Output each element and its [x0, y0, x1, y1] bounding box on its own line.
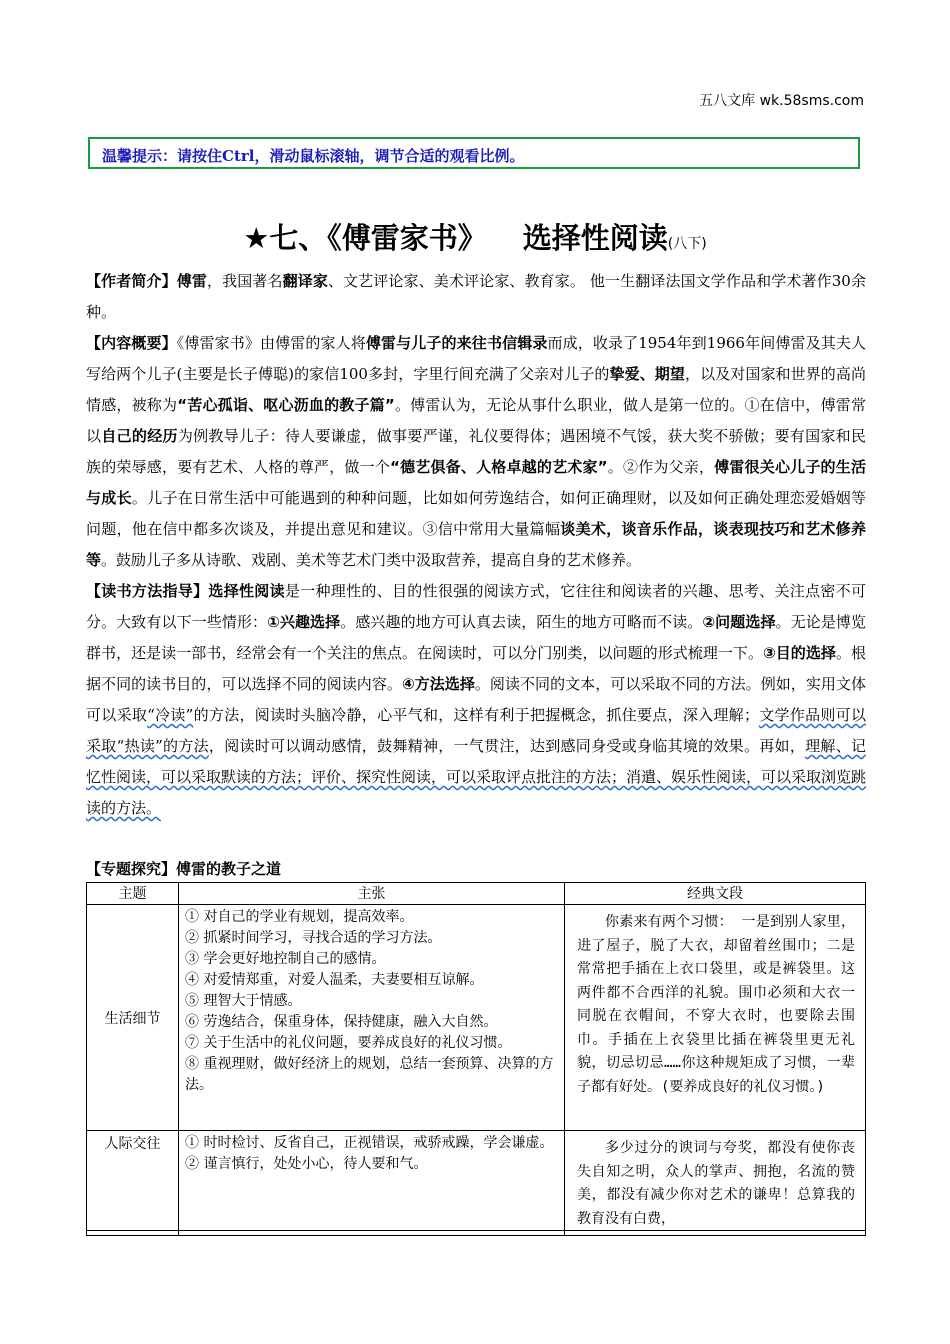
method-text-2: 。感兴趣的地方可认真去读，陌生的地方可略而不读。: [340, 613, 703, 631]
method-bold-1: 选择性阅读: [208, 582, 285, 600]
author-text-1: ，我国著名: [206, 272, 283, 290]
row-theme: 生活细节: [87, 905, 179, 1131]
method-bold-5: ④方法选择: [401, 675, 475, 693]
title-grade: (八下): [667, 236, 707, 252]
claim-item: ④ 对爱情郑重，对爱人温柔，夫妻要相互谅解。: [185, 972, 484, 988]
tip-text: 温馨提示：请按住Ctrl，滑动鼠标滚轴，调节合适的观看比例。: [102, 147, 525, 165]
summary-text-3: ，以及对国家和世界的高尚情感，被称为: [86, 365, 866, 414]
method-wavy-1: “冷读”: [147, 706, 194, 724]
claim-item: ① 时时检讨、反省自己，正视错误，戒骄戒躁，学会谦虚。: [185, 1135, 554, 1151]
method-wavy-3: 理解、记忆性阅读，可以采取默读的方法；评价、探究性阅读，可以采取评点批注的方法；消遣、娱乐性阅读，可以采取浏览跳读的方法。: [86, 737, 867, 817]
table-row: [87, 1131, 866, 1236]
claim-item: ② 抓紧时间学习，寻找合适的学习方法。: [185, 930, 442, 946]
row-claims: [179, 1131, 565, 1236]
method-bold-3: ②问题选择: [702, 613, 776, 631]
reading-method: [86, 576, 866, 824]
method-text-1: 是一种理性的、目的性很强的阅读方式，它往往和阅读者的兴趣、思考、关注点密不可分。大致有以下一些情形：: [86, 582, 866, 631]
summary-bold-5: “德艺俱备、人格卓越的艺术家”: [390, 458, 608, 476]
summary-text-1: 《傅雷家书》由傅雷的家人将: [176, 334, 366, 352]
claim-item: ⑧ 重视理财，做好经济上的规划，总结一套预算、决算的方法。: [185, 1056, 554, 1093]
header-theme: 主题: [87, 883, 179, 905]
header-claims: 主张: [179, 883, 565, 905]
method-label: 【读书方法指导】: [86, 582, 209, 600]
summary-bold-3: “苦心孤诣、呕心沥血的教子篇”: [177, 396, 395, 414]
summary-text-6: 。②作为父亲，: [607, 458, 715, 476]
classic-passage: 多少过分的谀词与夸奖，都没有使你丧失自知之明，众人的掌声、拥抱，名流的赞美，都没有减少你对艺术的谦卑！总算我的教育没有白费，: [577, 1140, 855, 1227]
method-bold-2: ①兴趣选择: [267, 613, 341, 631]
summary-text-4: 。傅雷认为，无论从事什么职业，做人是第一位的。①在信中，傅雷常以: [86, 396, 866, 445]
summary-text-7: 。儿子在日常生活中可能遇到的种种问题，比如如何劳逸结合，如何正确理财，以及如何正确处理恋爱婚姻等问题，他在信中都多次谈及，并提出意见和建议。③信中常用大量篇幅: [86, 489, 866, 538]
summary-text-8: 。鼓励儿子多从诗歌、戏剧、美术等艺术门类中汲取营养，提高自身的艺术修养。: [101, 551, 642, 569]
row-classic: [565, 1131, 866, 1236]
row-claims: [179, 905, 565, 1131]
summary-text-5: 为例教导儿子：待人要谦虚，做事要严谨，礼仪要得体；遇困境不气馁，获大奖不骄傲；要有国家和民族的荣辱感，要有艺术、人格的尊严，做一个: [86, 427, 866, 476]
author-intro: [86, 266, 866, 328]
header-classic: 经典文段: [565, 883, 866, 905]
method-text-6: 的方法，阅读时头脑冷静，心平气和，这样有利于把握概念，抓住要点，深入理解；: [193, 706, 759, 724]
topic-title: 傅雷的教子之道: [176, 860, 282, 878]
summary-label: 【内容概要】: [86, 334, 177, 352]
summary-text-2: 而成，收录了1954年到1966年间傅雷及其夫人写给两个儿子(主要是长子傅聪)的家信100多封，字里行间充满了父亲对儿子的: [86, 334, 866, 383]
claim-item: ① 对自己的学业有规划，提高效率。: [185, 909, 414, 925]
topic-heading: [86, 858, 281, 879]
summary-bold-1: 傅雷与儿子的来往书信辑录: [365, 334, 548, 352]
site-watermark: 五八文库 wk.58sms.com: [699, 93, 864, 109]
claim-item: ⑤ 理智大于情感。: [185, 993, 302, 1009]
author-name: 傅雷: [176, 272, 207, 290]
method-text-7: ，阅读时可以调动感情，鼓舞精神，一气贯注，达到感同身受或身临其境的效果。再如，: [208, 737, 806, 755]
title-main: ★七、《傅雷家书》: [243, 221, 487, 255]
claim-item: ② 谨言慎行，处处小心，待人要和气。: [185, 1156, 428, 1172]
author-text-2: 、文艺评论家、美术评论家、教育家。 他一生翻译法国文学作品和学术著作30余种。: [86, 272, 866, 321]
summary-bold-2: 挚爱、期望: [609, 365, 685, 383]
summary-bold-4: 自己的经历: [101, 427, 178, 445]
summary-bold-6: 傅雷很关心儿子的生活与成长: [86, 458, 866, 507]
claim-item: ⑥ 劳逸结合，保重身体，保持健康，融入大自然。: [185, 1014, 498, 1030]
body-text: [86, 266, 866, 824]
row-classic: [565, 905, 866, 1131]
tip-box: [88, 137, 860, 169]
method-text-3: 。无论是博览群书，还是读一部书，经常会有一个关注的焦点。在阅读时，可以分门别类，以问题的形式梳理一下。: [86, 613, 866, 662]
method-text-5: 。阅读不同的文本，可以采取不同的方法。例如，实用文体可以采取: [86, 675, 866, 724]
author-label: 【作者简介】: [86, 272, 177, 290]
method-bold-4: ③目的选择: [763, 644, 836, 662]
page-title: [0, 216, 950, 257]
method-wavy-2: 文学作品则可以采取“热读”的方法: [86, 706, 866, 755]
method-text-4: 。根据不同的读书目的，可以选择不同的阅读内容。: [86, 644, 866, 693]
author-bold-1: 翻译家: [282, 272, 328, 290]
content-summary: [86, 328, 866, 576]
table-row: [87, 905, 866, 1131]
topic-label: 【专题探究】: [86, 860, 177, 878]
claim-item: ③ 学会更好地控制自己的感情。: [185, 951, 386, 967]
page-divider: [86, 1230, 865, 1231]
summary-bold-7: 谈美术，谈音乐作品，谈表现技巧和艺术修养等: [86, 520, 866, 569]
title-sub: 选择性阅读: [522, 221, 668, 255]
table-header-row: [87, 883, 866, 905]
row-theme: 人际交往: [87, 1131, 179, 1236]
topic-table: [86, 882, 866, 1236]
classic-passage: 你素来有两个习惯： 一是到别人家里，进了屋子，脱了大衣，却留着丝围巾；二是常常把手插在上衣口袋里，或是裤袋里。这两件都不合西洋的礼貌。围巾必须和大衣一同脱在衣帽间，不穿大衣时，也要除去围巾。手插在上衣袋里比插在裤袋里更无礼貌，切忌切忌……你这种规矩成了习惯，一辈子都有好处。(要养成良好的礼仪习惯。): [577, 914, 855, 1095]
claim-item: ⑦ 关于生活中的礼仪问题，要养成良好的礼仪习惯。: [185, 1035, 512, 1051]
